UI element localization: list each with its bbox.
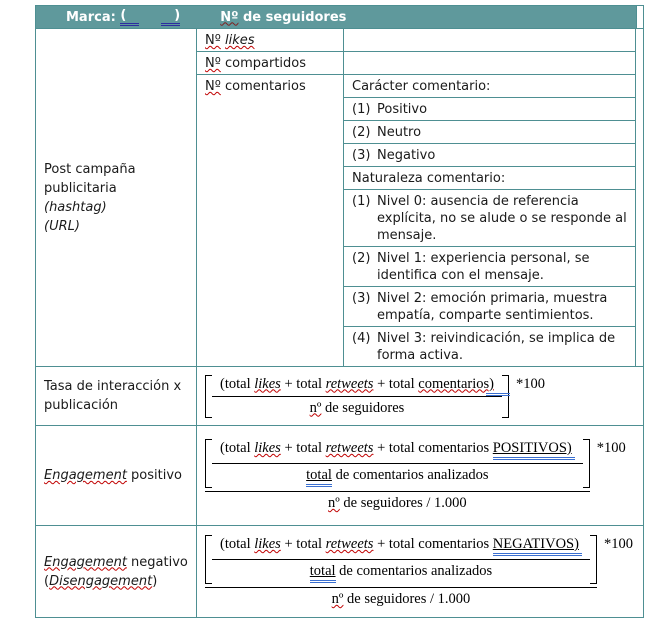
- engagement-negativo-formula-cell: [197, 526, 643, 617]
- tasa-formula: [205, 375, 545, 418]
- times-100: *100: [603, 536, 633, 552]
- eng-neg-numerator: (total likes + total retweets + total comentarios NEGATIVOS): [212, 535, 590, 559]
- metrics-column: [197, 29, 344, 366]
- negativos-term: NEGATIVOS): [493, 536, 582, 556]
- empty-cell-likes: [344, 29, 635, 52]
- caracter-item-neutro: (2) Neutro: [344, 121, 635, 144]
- naturaleza-item-nivel2: (3) Nivel 2: emoción primaria, muestra empatía, comparte sentimientos.: [344, 287, 635, 327]
- times-100: *100: [515, 375, 545, 392]
- positivos-term: POSITIVOS): [493, 440, 575, 460]
- engagement-negativo-formula: [205, 535, 633, 608]
- eng-pos-inner-denominator: total de comentarios analizados: [212, 463, 583, 488]
- left-bracket: [205, 535, 212, 584]
- engagement-positivo-formula: [205, 439, 626, 512]
- row-tasa-interaccion: [36, 367, 643, 425]
- table-header-row: [36, 6, 643, 29]
- eng-pos-outer-denominator: nº de seguidores / 1.000: [205, 491, 590, 512]
- tasa-numerator: (total likes + total retweets + total comentarios): [220, 375, 494, 392]
- engagement-positivo-formula-cell: [197, 426, 643, 525]
- left-bracket: [205, 375, 212, 418]
- naturaleza-title: Naturaleza comentario:: [344, 167, 635, 190]
- post-url: (URL): [44, 218, 80, 234]
- times-100: *100: [596, 440, 626, 456]
- eng-neg-inner-denominator: total de comentarios analizados: [212, 559, 590, 584]
- post-line-1: Post campaña: [44, 161, 136, 177]
- metric-likes: Nº likes: [197, 29, 343, 52]
- naturaleza-item-nivel3: (4) Nivel 3: reivindicación, se implica de forma activa.: [352, 331, 616, 363]
- grammar-mark: [486, 393, 510, 396]
- marca-blank-open: (: [120, 8, 139, 26]
- disengagement-term: Disengagement: [49, 573, 153, 589]
- naturaleza-item-nivel1: (2) Nivel 1: experiencia personal, se identifica con el mensaje.: [344, 247, 635, 287]
- tasa-label-cell: [36, 367, 197, 425]
- header-narrow-cell: [636, 6, 643, 28]
- post-campaign-cell: [36, 29, 197, 366]
- post-hashtag: (hashtag): [44, 199, 107, 215]
- marca-label: Marca:: [66, 9, 121, 25]
- tasa-formula-cell: [197, 367, 643, 425]
- row-engagement-positivo: [36, 425, 643, 525]
- engagement-negativo-label: Engagement negativo (Disengagement): [44, 554, 188, 589]
- metric-shares: Nº compartidos: [197, 52, 343, 75]
- left-bracket: [205, 439, 212, 488]
- header-bar: [36, 6, 636, 28]
- engagement-negativo-label-cell: [36, 526, 197, 617]
- right-bracket: [590, 535, 597, 584]
- eng-neg-outer-denominator: nº de seguidores / 1.000: [205, 587, 597, 608]
- right-bracket: [502, 375, 509, 418]
- naturaleza-item-nivel0: (1) Nivel 0: ausencia de referencia explícita, no se alude o se responde al mensaje.: [344, 190, 635, 247]
- caracter-item-negativo: (3) Negativo: [344, 144, 635, 167]
- coding-scheme-table: [35, 5, 644, 618]
- caracter-item-positivo: (1) Positivo: [344, 98, 635, 121]
- table-body-top: [36, 29, 643, 367]
- engagement-positivo-label: Engagement positivo: [44, 468, 183, 483]
- caracter-title: Carácter comentario:: [344, 75, 635, 98]
- narrow-spacer-column: [636, 29, 643, 366]
- row-engagement-negativo: [36, 525, 643, 617]
- post-line-2: publicitaria: [44, 180, 117, 196]
- tasa-label: Tasa de interacción x publicación: [44, 379, 182, 413]
- metric-comments: Nº comentarios: [205, 79, 306, 94]
- followers-label: Nº de seguidores: [220, 9, 347, 25]
- tasa-denominator: nº de seguidores: [212, 396, 502, 418]
- eng-pos-numerator: (total likes + total retweets + total comentarios POSITIVOS): [212, 439, 583, 463]
- comment-coding-column: [344, 29, 636, 366]
- marca-blank-close: ): [161, 8, 180, 26]
- empty-cell-shares: [344, 52, 635, 75]
- engagement-positivo-label-cell: [36, 426, 197, 525]
- right-bracket: [583, 439, 590, 488]
